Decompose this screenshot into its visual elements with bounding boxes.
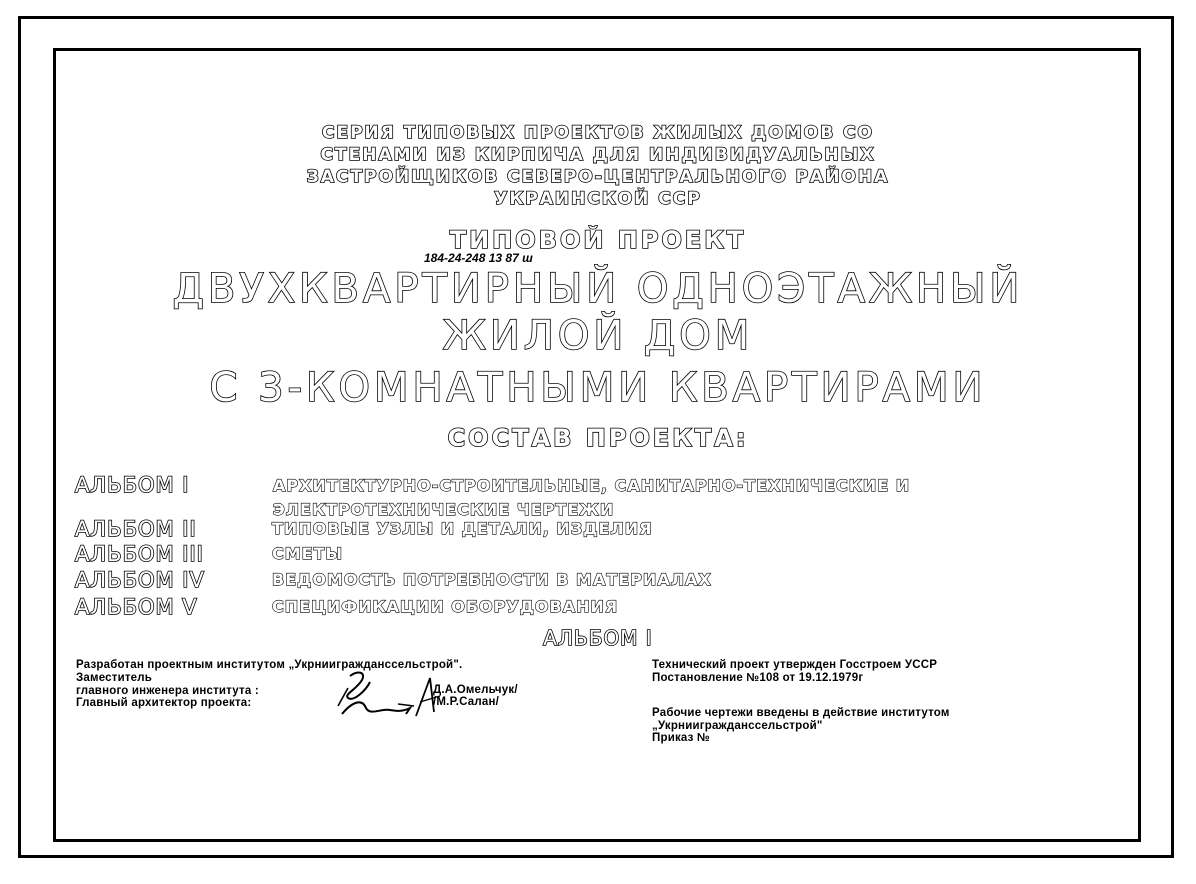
developed-by-note: Разработан проектным институтом „Укрниигражданссельстрой". bbox=[76, 659, 463, 671]
working-drawings-line-3: Приказ № bbox=[652, 732, 710, 744]
project-type: ТИПОВОЙ ПРОЕКТ bbox=[449, 226, 747, 254]
title-line-2: ЖИЛОЙ ДОМ bbox=[442, 313, 754, 359]
series-line-4: УКРАИНСКОЙ ССР bbox=[494, 189, 702, 209]
approval-note-line-1: Технический проект утвержден Госстроем УССР bbox=[652, 659, 938, 671]
album-1-label: АЛЬБОМ I bbox=[75, 473, 190, 497]
series-line-3: ЗАСТРОЙЩИКОВ СЕВЕРО-ЦЕНТРАЛЬНОГО РАЙОНА bbox=[306, 167, 890, 187]
series-line-1: СЕРИЯ ТИПОВЫХ ПРОЕКТОВ ЖИЛЫХ ДОМОВ СО bbox=[321, 123, 875, 143]
album-5-description: СПЕЦИФИКАЦИИ ОБОРУДОВАНИЯ bbox=[272, 597, 619, 616]
album-4-description: ВЕДОМОСТЬ ПОТРЕБНОСТИ В МАТЕРИАЛАХ bbox=[272, 570, 712, 589]
composition-heading: СОСТАВ ПРОЕКТА: bbox=[447, 424, 749, 452]
current-album: АЛЬБОМ I bbox=[543, 626, 653, 650]
title-line-1: ДВУХКВАРТИРНЫЙ ОДНОЭТАЖНЫЙ bbox=[172, 266, 1024, 312]
signatory-name-1: Д.А.Омельчук/ bbox=[433, 684, 518, 696]
signatory-name-2: /М.Р.Салан/ bbox=[433, 696, 499, 708]
album-1-description: АРХИТЕКТУРНО-СТРОИТЕЛЬНЫЕ, САНИТАРНО-ТЕХНИЧЕСКИЕ И bbox=[273, 476, 911, 495]
title-line-3: С 3-КОМНАТНЫМИ КВАРТИРАМИ bbox=[209, 365, 987, 411]
series-line-2: СТЕНАМИ ИЗ КИРПИЧА ДЛЯ ИНДИВИДУАЛЬНЫХ bbox=[320, 145, 876, 165]
working-drawings-line-2: „Укрниигражданссельстрой" bbox=[652, 720, 823, 732]
chief-architect-label: Главный архитектор проекта: bbox=[76, 697, 252, 709]
deputy-label: Заместитель bbox=[76, 672, 153, 684]
album-5-label: АЛЬБОМ V bbox=[75, 595, 198, 619]
project-code: 184-24-248 13 87 ш bbox=[424, 251, 533, 265]
album-4-label: АЛЬБОМ IV bbox=[75, 568, 205, 592]
album-2-description: ТИПОВЫЕ УЗЛЫ И ДЕТАЛИ, ИЗДЕЛИЯ bbox=[272, 519, 653, 538]
album-3-label: АЛЬБОМ III bbox=[75, 542, 204, 566]
album-3-description: СМЕТЫ bbox=[272, 544, 344, 563]
working-drawings-line-1: Рабочие чертежи введены в действие институтом bbox=[652, 707, 950, 719]
album-1-description-cont: ЭЛЕКТРОТЕХНИЧЕСКИЕ ЧЕРТЕЖИ bbox=[273, 500, 615, 519]
album-2-label: АЛЬБОМ II bbox=[75, 517, 197, 541]
chief-engineer-label: главного инженера института : bbox=[76, 685, 259, 697]
approval-note-line-2: Постановление №108 от 19.12.1979г bbox=[652, 672, 864, 684]
